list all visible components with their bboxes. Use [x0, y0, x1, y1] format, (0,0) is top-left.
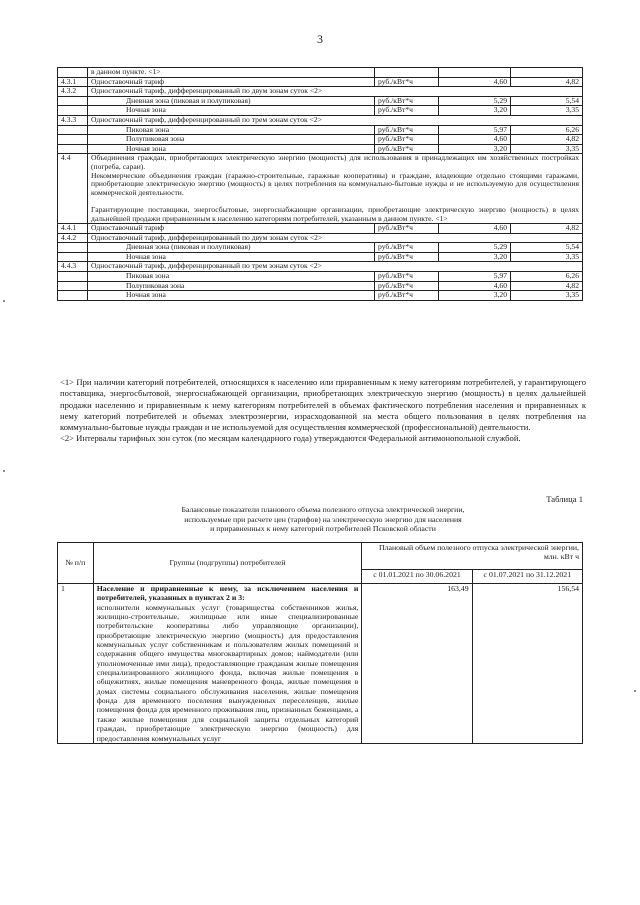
row-unit: руб./кВт*ч: [375, 272, 439, 282]
balance-table: [57, 542, 583, 744]
header-group: Группы (подгруппы) потребителей: [93, 543, 362, 584]
row-group-text: исполнители коммунальных услуг (товарищества собственников жилья, жилищно-строительные, жилищные или иные специализированные потребительские кооперативы либо управляющие организации), приобретающие электрическую энергию (мощность) для предоставления коммунальных услуг собственникам и пользователям жилых помещений и содержания общего имущества многоквартирных домов; наймодатели (или уполномоченные ими лица), предоставляющие гражданам жилые помещения специализированного жилищного фонда, включая жилые помещения в общежитиях, жилые помещения маневренного фонда, жилые помещения в домах системы социального обслуживания населения, жилые помещения фонда для временного поселения вынужденных переселенцев, жилые помещения фонда для временного проживания лиц, признанных беженцами, а также жилые помещения для социальной защиты отдельных категорий граждан, приобретающие электрическую энергию (мощность) для предоставления коммунальных услуг: [96, 602, 359, 743]
row-value-period-1: 163,49: [362, 584, 472, 744]
row-code: [58, 96, 88, 106]
row-value-1: [439, 68, 511, 78]
header-volume: Плановый объем полезного отпуска электрической энергии, млн. кВт ч: [362, 543, 583, 570]
row-name: Одноставочный тариф: [88, 224, 375, 234]
table-row: [58, 68, 583, 78]
row-value-1: 3,20: [439, 106, 511, 116]
row-unit: руб./кВт*ч: [375, 125, 439, 135]
scan-mark: [3, 470, 5, 472]
row-code: 4.4.1: [58, 224, 88, 234]
row-code: [58, 272, 88, 282]
row-code: 4.4.3: [58, 262, 88, 272]
page-number: 3: [317, 32, 323, 46]
row-code: [58, 291, 88, 301]
row-value-2: [511, 68, 583, 78]
group-paragraph: Некоммерческие объединения граждан (гаражно-строительные, гаражные кооперативы) и граждане, владеющие отдельно стоящими гаражами, приобретающие электрическую энергию (мощность) в целях потребления на коммунально-бытовые нужды и не используемую для осуществления коммерческой деятельности.: [91, 170, 579, 197]
row-value-1: 5,29: [439, 243, 511, 253]
tariff-table: [57, 67, 583, 301]
table-row: [58, 135, 583, 145]
row-unit: руб./кВт*ч: [375, 77, 439, 87]
row-name: Пиковая зона: [88, 272, 375, 282]
row-number: 1: [58, 584, 94, 744]
row-unit: руб./кВт*ч: [375, 243, 439, 253]
row-name: Дневная зона (пиковая и полупиковая): [88, 96, 375, 106]
row-code: 4.4.2: [58, 233, 88, 243]
heading-line: используемые при расчете цен (тарифов) на электрическую энергию для населения: [184, 514, 462, 524]
tariff-rows-part1: [58, 68, 583, 154]
row-unit: [375, 68, 439, 78]
tariff-rows-part2: [58, 224, 583, 301]
row-name: Ночная зона: [88, 144, 375, 154]
header-no: № п/п: [58, 543, 94, 584]
row-value-1: 5,97: [439, 125, 511, 135]
row-value-1: 4,60: [439, 135, 511, 145]
row-code: [58, 281, 88, 291]
row-name: Ночная зона: [88, 106, 375, 116]
row-name: Полупиковая зона: [88, 281, 375, 291]
row-unit: руб./кВт*ч: [375, 281, 439, 291]
table-heading: [60, 505, 586, 534]
row-name: Одноставочный тариф, дифференцированный по трем зонам суток <2>: [88, 262, 583, 272]
footnotes: [60, 377, 586, 445]
row-value-2: 6,26: [511, 125, 583, 135]
row-unit: руб./кВт*ч: [375, 252, 439, 262]
group-paragraph: Гарантирующие поставщики, энергосбытовые, энергоснабжающие организации, приобретающие электрическую энергию (мощность) в целях дальнейшей продажи приравненным к населению категориям потребителей, указанным в данном пункте. <1>: [91, 204, 579, 223]
row-value-2: 6,26: [511, 272, 583, 282]
row-code: 4.4: [58, 154, 88, 224]
row-name: Одноставочный тариф, дифференцированный по трем зонам суток <2>: [88, 115, 583, 125]
row-name: Одноставочный тариф, дифференцированный по двум зонам суток <2>: [88, 233, 583, 243]
heading-line: и приравненных к нему категорий потребителей Псковской области: [210, 524, 436, 534]
row-value-2: 5,54: [511, 96, 583, 106]
row-group-description: [93, 584, 362, 744]
row-code: 4.3.1: [58, 77, 88, 87]
table-row: [58, 87, 583, 97]
row-name: Дневная зона (пиковая и полупиковая): [88, 243, 375, 253]
row-value-2: 4,82: [511, 281, 583, 291]
row-value-2: 3,35: [511, 291, 583, 301]
row-code: [58, 135, 88, 145]
row-unit: руб./кВт*ч: [375, 135, 439, 145]
row-unit: руб./кВт*ч: [375, 96, 439, 106]
row-name: Ночная зона: [88, 291, 375, 301]
header-period-2: с 01.07.2021 по 31.12.2021: [472, 569, 582, 583]
table-row: [58, 291, 583, 301]
group-paragraph: Объединения граждан, приобретающих электрическую энергию (мощность) для использования в принадлежащих им хозяйственных постройках (погреба, сараи).: [91, 153, 579, 171]
header-row: [58, 543, 583, 570]
row-name: Ночная зона: [88, 252, 375, 262]
row-name: Пиковая зона: [88, 125, 375, 135]
table-row: [58, 154, 583, 224]
row-value-2: 5,54: [511, 243, 583, 253]
row-code: [58, 125, 88, 135]
row-unit: руб./кВт*ч: [375, 144, 439, 154]
table-row: [58, 243, 583, 253]
row-name: Полупиковая зона: [88, 135, 375, 145]
row-value-1: 4,60: [439, 77, 511, 87]
row-name: в данном пункте. <1>: [88, 68, 375, 78]
row-unit: руб./кВт*ч: [375, 106, 439, 116]
row-code: 4.3.2: [58, 87, 88, 97]
row-value-2: 4,82: [511, 224, 583, 234]
row-code: [58, 68, 88, 78]
row-code: 4.3.3: [58, 115, 88, 125]
row-value-1: 3,20: [439, 144, 511, 154]
tariff-group-4-4: [58, 154, 583, 224]
scan-mark: [3, 300, 5, 302]
table-row: [58, 272, 583, 282]
row-value-1: 4,60: [439, 281, 511, 291]
group-description: [88, 154, 583, 224]
footnote-1: <1> При наличии категорий потребителей, относящихся к населению или приравненным к нему категориям потребителей, у гарантирующего поставщика, энергосбытовой, энергоснабжающей организации, приобретающих электрическую энергию (мощность) в целях дальнейшей продажи населению и приравненным к нему категориям потребителей в объемах фактического потребления населения и приравненных к нему категорий потребителей и объемах электроэнергии, израсходованной на места общего пользования в целях потребления на коммунально-бытовые нужды граждан и не используемой для осуществления коммерческой (профессиональной) деятельности.: [60, 377, 586, 433]
row-value-1: 3,20: [439, 252, 511, 262]
row-value-2: 3,35: [511, 106, 583, 116]
row-unit: руб./кВт*ч: [375, 291, 439, 301]
row-value-2: 3,35: [511, 252, 583, 262]
row-value-1: 3,20: [439, 291, 511, 301]
row-name: Одноставочный тариф, дифференцированный по двум зонам суток <2>: [88, 87, 583, 97]
row-value-2: 4,82: [511, 135, 583, 145]
row-value-1: 5,97: [439, 272, 511, 282]
table-row: [58, 115, 583, 125]
row-name: Одноставочный тариф: [88, 77, 375, 87]
table-label: Таблица 1: [546, 494, 583, 504]
row-unit: руб./кВт*ч: [375, 224, 439, 234]
row-value-period-2: 156,54: [472, 584, 582, 744]
header-period-1: с 01.01.2021 по 30.06.2021: [362, 569, 472, 583]
table-row: [58, 584, 583, 744]
row-code: [58, 243, 88, 253]
row-group-title: Население и приравненные к нему, за исключением населения и потребителей, указанных в пунктах 2 и 3:: [96, 584, 359, 603]
row-value-1: 4,60: [439, 224, 511, 234]
table-row: [58, 224, 583, 234]
row-value-2: 4,82: [511, 77, 583, 87]
footnote-2: <2> Интервалы тарифных зон суток (по месяцам календарного года) утверждаются Федеральной антимонопольной службой.: [60, 433, 521, 444]
row-value-1: 5,29: [439, 96, 511, 106]
row-value-2: 3,35: [511, 144, 583, 154]
heading-line: Балансовые показатели планового объема полезного отпуска электрической энергии,: [181, 505, 465, 514]
scan-mark: [634, 690, 636, 692]
